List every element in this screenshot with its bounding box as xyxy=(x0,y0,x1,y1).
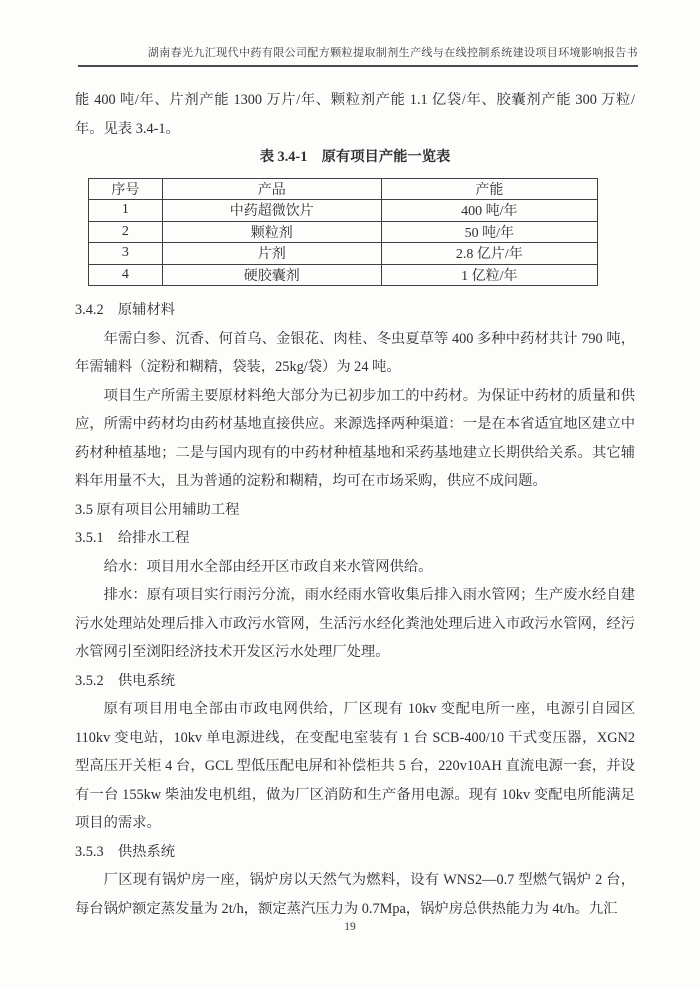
paragraph-drainage: 排水：原有项目实行雨污分流，雨水经雨水管收集后排入雨水管网；生产废水经自建污水处理站处理后排入市政污水管网，生活污水经化粪池处理后进入市政污水管网，经污水管网引至浏阳经济技术开发区污水处理厂处理。 xyxy=(75,587,635,660)
page-header xyxy=(78,0,638,67)
heading-3-4-2-raw-materials: 3.4.2 原辅材料 xyxy=(75,302,176,318)
heading-3-5-2-power-system: 3.5.2 供电系统 xyxy=(75,672,176,689)
cell-index: 2 xyxy=(89,221,163,243)
cell-capacity: 2.8 亿片/年 xyxy=(381,243,597,265)
paragraph-water-supply: 给水：项目用水全部由经开区市政自来水管网供给。 xyxy=(103,558,433,575)
cell-product: 硬胶囊剂 xyxy=(162,264,381,286)
paragraph-materials-demand: 年需白参、沉香、何首乌、金银花、肉桂、冬虫夏草等 400 多种中药材共计 790 吨，年需辅料（淀粉和糊精，袋装，25kg/袋）为 24 吨。 xyxy=(75,330,635,375)
paragraph-materials-source: 项目生产所需主要原材料绝大部分为已初步加工的中药材。为保证中药材的质量和供应，所需中药材均由药材基地直接供应。来源选择两种渠道：一是在本省适宜地区建立中药材种植基地；二是与国内现有的中药材种植基地和采药基地建立长期供给关系。其它辅料年用量不大，且为普通的淀粉和糊精，均可在市场采购，供应不成问题。 xyxy=(75,387,635,489)
cell-product: 颗粒剂 xyxy=(162,221,381,243)
report-title: 湖南春光九汇现代中药有限公司配方颗粒提取制剂生产线与在线控制系统建设项目环境影响报告书 xyxy=(147,47,638,59)
column-header-capacity: 产能 xyxy=(381,178,597,200)
page-number: 19 xyxy=(344,921,356,933)
paragraph-heating-system: 厂区现有锅炉房一座，锅炉房以天然气为燃料，设有 WNS2—0.7 型燃气锅炉 2 台，每台锅炉额定蒸发量为 2t/h，额定蒸汽压力为 0.7Mpa，锅炉房总供热能力为 4t/h。九汇 xyxy=(75,872,635,917)
capacity-table xyxy=(88,178,598,287)
column-header-index: 序号 xyxy=(89,178,163,200)
table-row xyxy=(89,221,598,243)
cell-product: 片剂 xyxy=(162,243,381,265)
cell-capacity: 50 吨/年 xyxy=(381,221,597,243)
table-caption: 表 3.4-1 原有项目产能一览表 xyxy=(259,149,451,165)
cell-index: 3 xyxy=(89,243,163,265)
heading-3-5-1-water-drainage: 3.5.1 给排水工程 xyxy=(75,530,190,546)
paragraph-power-system: 原有项目用电全部由市政电网供给，厂区现有 10kv 变配电所一座，电源引自园区 110kv 变电站，10kv 单电源进线，在变配电室装有 1 台 SCB-400/10 干式变压器，XGN2 型高压开关柜 4 台，GCL 型低压配电屏和补偿柜共 5 台，220v10AH 直流电源一套，并设有一台 155kw 柴油发电机组，做为厂区消防和生产备用电源。现有 10kv 变配电所能满足项目的需求。 xyxy=(75,701,635,831)
paragraph-capacity-intro: 能 400 吨/年、片剂产能 1300 万片/年、颗粒剂产能 1.1 亿袋/年、胶囊剂产能 300 万粒/年。见表 3.4-1。 xyxy=(75,92,635,137)
page-body xyxy=(75,80,635,923)
cell-capacity: 1 亿粒/年 xyxy=(381,264,597,286)
cell-capacity: 400 吨/年 xyxy=(381,200,597,222)
column-header-product: 产品 xyxy=(162,178,381,200)
heading-3-5-auxiliary-works: 3.5 原有项目公用辅助工程 xyxy=(75,501,240,518)
cell-index: 4 xyxy=(89,264,163,286)
table-row xyxy=(89,243,598,265)
table-header-row xyxy=(89,178,598,200)
cell-product: 中药超微饮片 xyxy=(162,200,381,222)
cell-index: 1 xyxy=(89,200,163,222)
page-footer xyxy=(0,921,700,933)
table-row xyxy=(89,200,598,222)
heading-3-5-3-heating-system: 3.5.3 供热系统 xyxy=(75,843,176,860)
table-row xyxy=(89,264,598,286)
